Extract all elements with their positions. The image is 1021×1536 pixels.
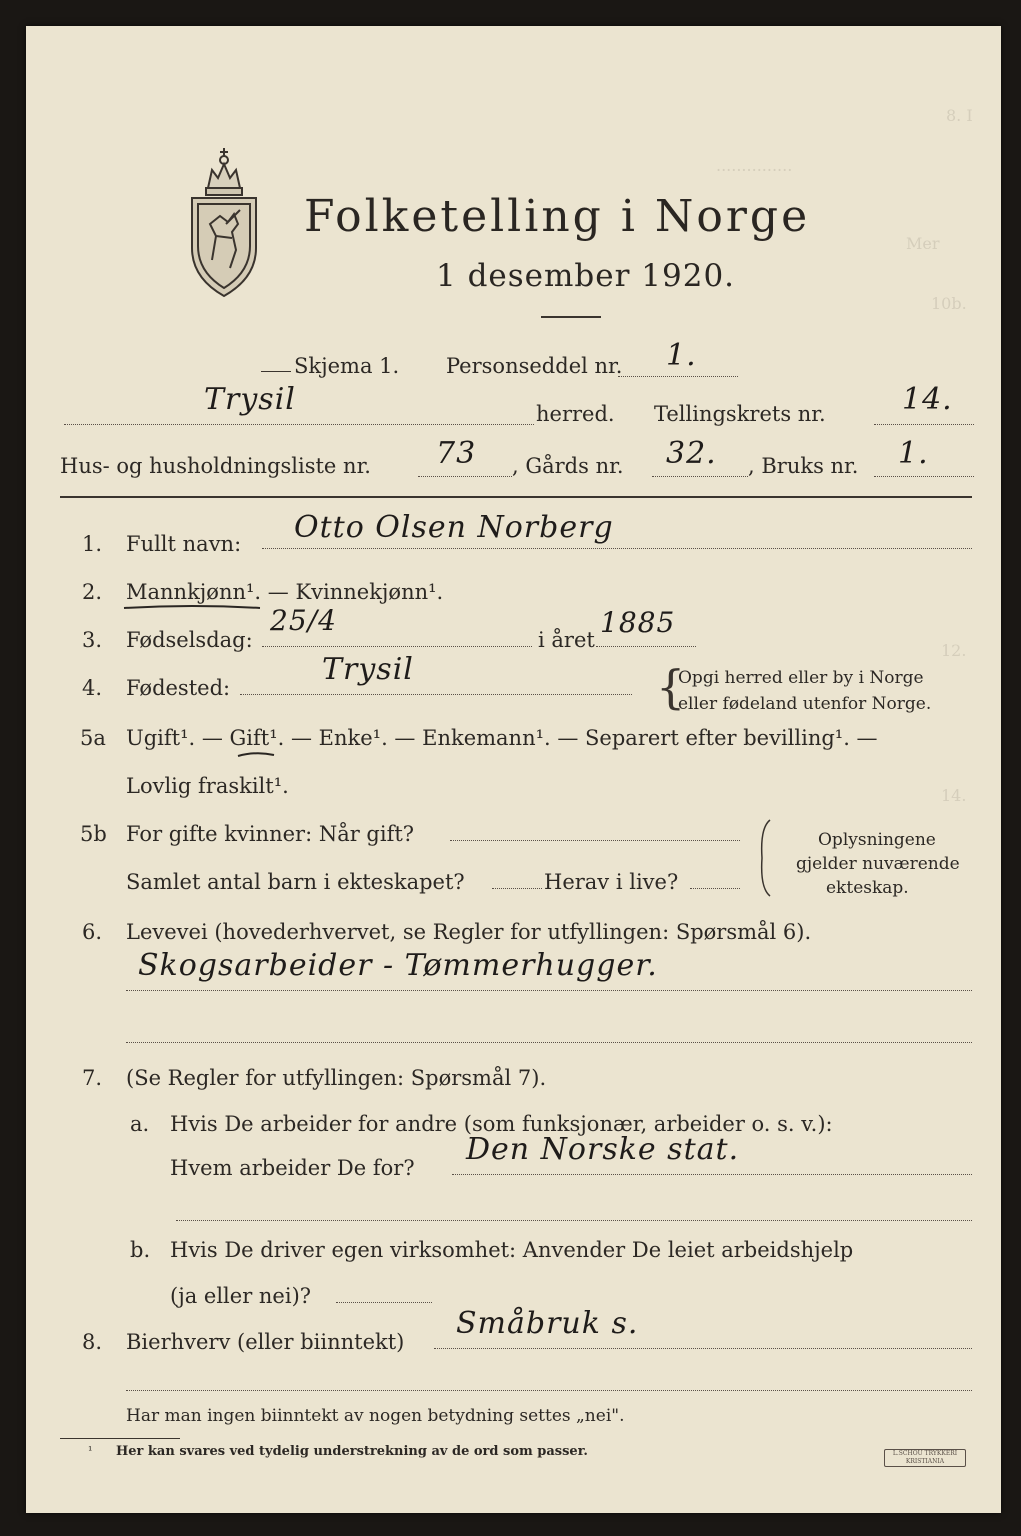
q6-field-line-2 — [126, 1042, 972, 1043]
q5b-herav: Herav i live? — [544, 870, 679, 894]
q2-number: 2. — [82, 580, 103, 604]
header-divider — [60, 496, 972, 498]
q5a-number: 5a — [80, 726, 106, 750]
tellingskrets-value: 14. — [902, 382, 953, 417]
footer-note: Har man ingen biinntekt av nogen betydning settes „nei". — [126, 1406, 625, 1426]
q3-year-field-line — [596, 646, 696, 647]
footnote-divider — [60, 1438, 180, 1439]
q3-value: 25/4 — [270, 604, 337, 637]
skjema-leader — [261, 371, 291, 372]
q5b-line2: Samlet antal barn i ekteskapet? — [126, 870, 465, 894]
footnote-text: Her kan svares ved tydelig understrekning av de ord som passer. — [116, 1444, 588, 1459]
footnote-mark: ¹ — [88, 1444, 93, 1457]
gards-field-line — [652, 476, 748, 477]
gards-label: , Gårds nr. — [512, 454, 624, 478]
q3-field-line — [262, 646, 532, 647]
q5b-herav-field-line — [690, 888, 740, 889]
q7-number: 7. — [82, 1066, 103, 1090]
q5b-note-brace — [756, 818, 774, 898]
hus-value: 73 — [436, 436, 477, 471]
q8-field-line — [434, 1348, 972, 1349]
q1-value: Otto Olsen Norberg — [294, 510, 614, 545]
q2-label: Mannkjønn¹. — Kvinnekjønn¹. — [126, 580, 444, 604]
q1-label: Fullt navn: — [126, 532, 242, 556]
title-divider — [541, 316, 601, 318]
skjema-label: Skjema 1. — [294, 354, 400, 378]
q7b-letter: b. — [130, 1238, 151, 1262]
tellingskrets-field-line — [874, 424, 974, 425]
personseddel-field-line — [618, 376, 738, 377]
q5a-line1: Ugift¹. — Gift¹. — Enke¹. — Enkemann¹. — Separert efter bevilling¹. — — [126, 726, 878, 750]
q5b-note1: Oplysningene — [818, 830, 936, 850]
q1-number: 1. — [82, 532, 103, 556]
q3-year-label: i året — [538, 628, 595, 652]
q8-field-line-2 — [126, 1390, 972, 1391]
form-date: 1 desember 1920. — [436, 258, 736, 294]
q5b-note2: gjelder nuværende — [796, 854, 960, 874]
q7a-field-line — [452, 1174, 972, 1175]
q6-label: Levevei (hovederhvervet, se Regler for utfyllingen: Spørsmål 6). — [126, 920, 812, 944]
q3-year-value: 1885 — [600, 606, 676, 639]
q6-field-line — [126, 990, 972, 991]
form-title: Folketelling i Norge — [304, 191, 811, 242]
q4-note-line1: Opgi herred eller by i Norge — [678, 668, 924, 688]
q8-value: Småbruk s. — [456, 1306, 639, 1341]
q5b-note3: ekteskap. — [826, 878, 909, 898]
q5b-line1: For gifte kvinner: Når gift? — [126, 822, 415, 846]
tellingskrets-label: Tellingskrets nr. — [654, 402, 826, 426]
q7-label: (Se Regler for utfyllingen: Spørsmål 7). — [126, 1066, 547, 1090]
q6-number: 6. — [82, 920, 103, 944]
herred-label: herred. — [536, 402, 615, 426]
bruks-label: , Bruks nr. — [748, 454, 859, 478]
q4-label: Fødested: — [126, 676, 231, 700]
q8-number: 8. — [82, 1330, 103, 1354]
q5a-line2: Lovlig fraskilt¹. — [126, 774, 289, 798]
hus-label: Hus- og husholdningsliste nr. — [60, 454, 371, 478]
q7a-letter: a. — [130, 1112, 150, 1136]
q7b-line2: (ja eller nei)? — [170, 1284, 312, 1308]
herred-value: Trysil — [204, 382, 296, 417]
q5b-gift-field-line — [450, 840, 740, 841]
q4-field-line — [240, 694, 632, 695]
q7a-line1: Hvis De arbeider for andre (som funksjonær, arbeider o. s. v.): — [170, 1112, 833, 1136]
q7b-field-line — [336, 1302, 432, 1303]
q4-note-line2: eller fødeland utenfor Norge. — [678, 694, 932, 714]
q5a-underline-mark — [236, 750, 276, 760]
q5b-number: 5b — [80, 822, 107, 846]
q5b-barn-field-line — [492, 888, 542, 889]
bruks-value: 1. — [898, 436, 929, 471]
q7a-line2: Hvem arbeider De for? — [170, 1156, 415, 1180]
personseddel-label: Personseddel nr. — [446, 354, 623, 378]
q6-value: Skogsarbeider - Tømmerhugger. — [138, 948, 658, 983]
herred-field-line — [64, 424, 534, 425]
q4-value: Trysil — [322, 652, 414, 687]
q7a-value: Den Norske stat. — [466, 1132, 740, 1167]
q2-underline-mark — [122, 602, 262, 612]
hus-field-line — [418, 476, 512, 477]
printer-stamp: L.SCHOU TRYKKERI KRISTIANIA — [884, 1449, 966, 1467]
q3-label: Fødselsdag: — [126, 628, 253, 652]
q4-number: 4. — [82, 676, 103, 700]
coat-of-arms-icon — [182, 140, 266, 300]
q7b-line1: Hvis De driver egen virksomhet: Anvender De leiet arbeidshjelp — [170, 1238, 854, 1262]
census-form: 8. I ............... Mer 10b. 12. 14. Folketelling i Norge 1 desember 1920. Skjema 1. Personseddel nr. 1. Trysil herred. Tellingskrets nr. 14. Hus- og husholdningsliste nr. 73 , Gårds nr. 32. , Bruks nr. 1. 1. Fullt navn: Otto Olsen Norberg 2. Mannkjønn¹. — Kvinnekjønn¹. 3. Fødselsdag: 25/4 i året 1885 4. Fødested: Trysil { Opgi herred eller by i Norge eller fødeland utenfor Norge. 5a Ugift¹. — Gift¹. — Enke¹. — Enkemann¹. — Separert efter bevilling¹. — Lovlig fraskilt¹. 5b For gifte kvinner: Når gift? Samlet antal barn i ekteskapet? Herav i live? Oplysningene gjelder nuværende ekteskap. 6. Levevei (hovederhvervet, se Regler for utfyllingen: Spørsmål 6). Skogsarbeider - Tømmerhugger. 7. (Se Regler for utfyllingen: Spørsmål 7). a. Hvis De arbeider for andre (som funksjonær, arbeider o. s. v.): Hvem arbeider De for? Den Norske stat. b. Hvis De driver egen virksomhet: Anvender De leiet arbeidshjelp (ja eller nei)? 8. Bierhverv (eller biinntekt) Småbruk s. Har man ingen biinntekt av nogen betydning settes „nei". ¹ Her kan svares ved tydelig understrekning av de ord som passer. L.SCHOU TRYKKERI KRISTIANIA — [26, 26, 1001, 1513]
personseddel-value: 1. — [666, 338, 697, 373]
q3-number: 3. — [82, 628, 103, 652]
gards-value: 32. — [666, 436, 717, 471]
q1-field-line — [262, 548, 972, 549]
q7a-field-line-2 — [176, 1220, 972, 1221]
q4-note-brace: { — [656, 660, 686, 714]
bruks-field-line — [874, 476, 974, 477]
q8-label: Bierhverv (eller biinntekt) — [126, 1330, 405, 1354]
